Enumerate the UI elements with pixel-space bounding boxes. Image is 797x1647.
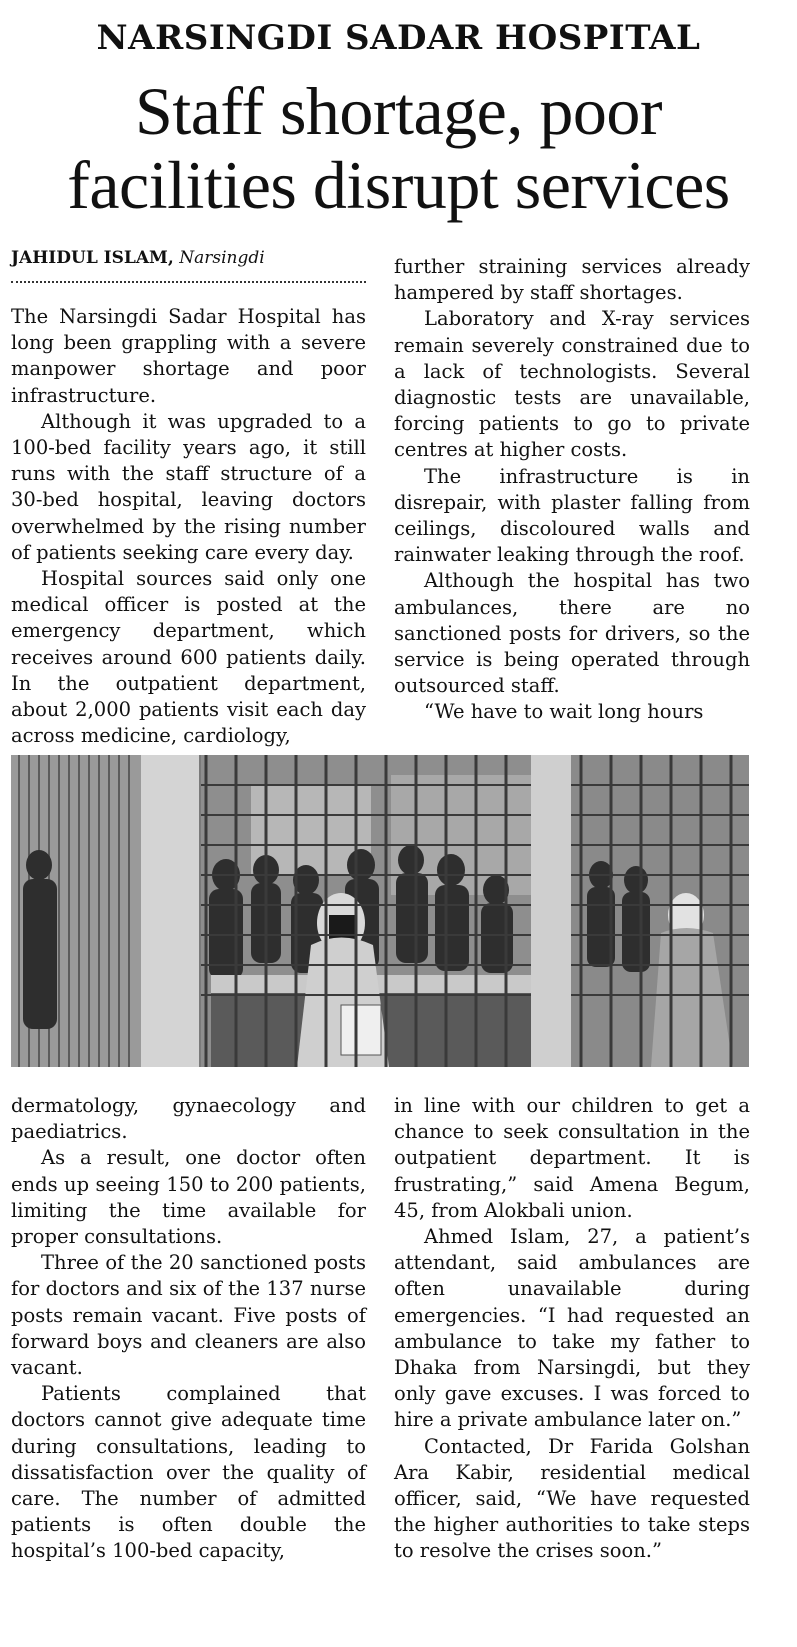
paragraph: As a result, one doctor often ends up seeing 150 to 200 patients, limiting the time available for proper consultations. <box>11 1146 366 1249</box>
headline <box>0 74 797 222</box>
photo-illustration <box>11 755 749 1067</box>
byline <box>11 248 366 268</box>
column-left-top <box>11 304 366 749</box>
paragraph: in line with our children to get a chance to seek consultation in the outpatient department. It is frustrating,” said Amena Begum, 45, from Alokbali union. <box>394 1094 750 1222</box>
headline-line-1: Staff shortage, poor <box>135 73 662 149</box>
byline-divider <box>11 281 366 283</box>
byline-author: JAHIDUL ISLAM, <box>11 248 174 268</box>
paragraph: “We have to wait long hours <box>424 700 704 724</box>
paragraph: The Narsingdi Sadar Hospital has long been grappling with a severe manpower shortage and poor infrastructure. <box>11 305 366 407</box>
column-right-top <box>394 254 750 726</box>
paragraph: Three of the 20 sanctioned posts for doctors and six of the 137 nurse posts remain vacant. Five posts of forward boys and cleaners are also vacant. <box>11 1251 366 1380</box>
column-left-bottom <box>11 1093 366 1565</box>
paragraph: The infrastructure is in disrepair, with plaster falling from ceilings, discoloured walls and rainwater leaking through the roof. <box>394 464 750 567</box>
paragraph: Laboratory and X-ray services remain severely constrained due to a lack of technologists. Several diagnostic tests are unavailable, forcing patients to go to private centres at higher costs. <box>394 307 750 462</box>
paragraph: further straining services already hampered by staff shortages. <box>394 255 750 305</box>
paragraph: Contacted, Dr Farida Golshan Ara Kabir, residential medical officer, said, “We have requested the higher authorities to take steps to resolve the crises soon.” <box>394 1434 750 1563</box>
hospital-crowd-photo <box>11 755 749 1067</box>
paragraph: Patients complained that doctors cannot give adequate time during consultations, leading to dissatisfaction over the quality of care. The number of admitted patients is often double the hospital’s 100-bed capacity, <box>11 1382 366 1563</box>
paragraph: dermatology, gynaecology and paediatrics. <box>11 1094 366 1144</box>
byline-location: Narsingdi <box>179 248 265 268</box>
paragraph: Hospital sources said only one medical officer is posted at the emergency department, which receives around 600 patients daily. In the outpatient department, about 2,000 patients visit each day across medicine, cardiology, <box>11 567 366 748</box>
section-kicker: NARSINGDI SADAR HOSPITAL <box>96 18 701 58</box>
headline-line-2: facilities disrupt services <box>67 147 730 223</box>
column-right-bottom <box>394 1093 750 1565</box>
paragraph: Although it was upgraded to a 100-bed facility years ago, it still runs with the staff structure of a 30-bed hospital, leaving doctors overwhelmed by the rising number of patients seeking care every day. <box>11 409 366 564</box>
paragraph: Ahmed Islam, 27, a patient’s attendant, said ambulances are often unavailable during emergencies. “I had requested an ambulance to take my father to Dhaka from Narsingdi, but they only gave excuses. I was forced to hire a private ambulance later on.” <box>394 1225 750 1432</box>
paragraph: Although the hospital has two ambulances, there are no sanctioned posts for drivers, so the service is being operated through outsourced staff. <box>394 569 750 698</box>
